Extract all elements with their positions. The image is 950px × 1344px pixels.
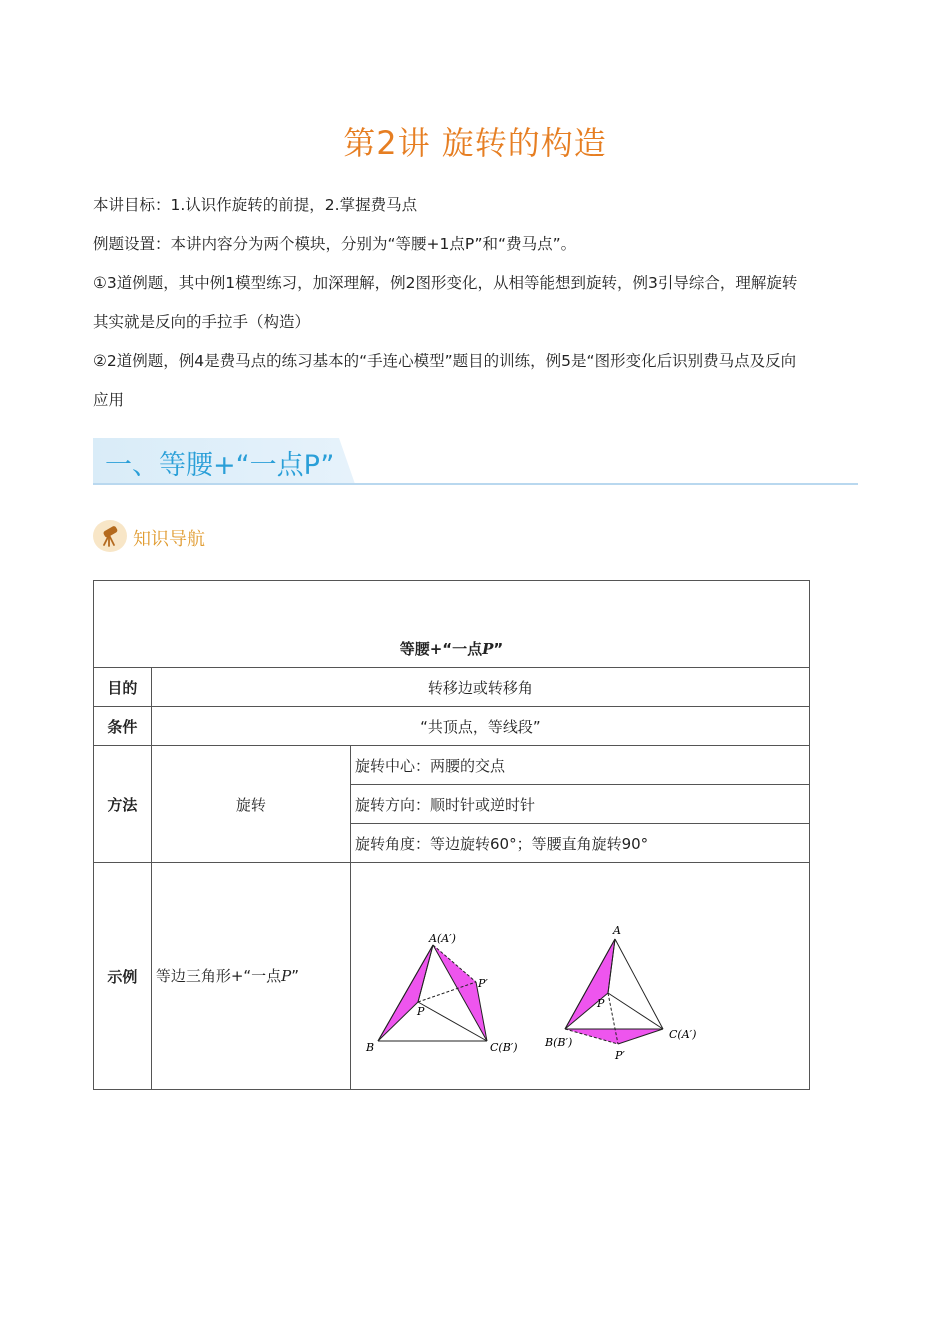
figure2-shaded-triangle-bottom [565, 1029, 663, 1044]
example-desc-p: P [281, 967, 292, 985]
table-header-p: P [482, 640, 494, 658]
method-angle: 旋转角度：等边旋转60°；等腰直角旋转90° [351, 824, 810, 863]
figure1-label-p1: P′ [478, 977, 488, 990]
table-header-end: ” [493, 640, 504, 658]
example-desc-text: 等边三角形+“一点 [155, 967, 282, 985]
table-header-text: 等腰+“一点 [399, 640, 483, 658]
method-name: 旋转 [151, 746, 350, 863]
intro-item1-line1: ①3道例题，其中例1模型练习，加深理解，例2图形变化，从相等能想到旋转，例3引导综合，理解旋转 [93, 274, 798, 292]
intro-item1-line2: 其实就是反向的手拉手（构造） [93, 313, 311, 331]
figure1-label-c: C(B′) [490, 1041, 518, 1054]
purpose-value: 转移边或转移角 [151, 668, 809, 707]
example-desc-end: ” [291, 967, 300, 985]
telescope-icon [93, 520, 127, 552]
figure2-label-c: C(A′) [669, 1028, 697, 1041]
method-direction: 旋转方向：顺时针或逆时针 [351, 785, 810, 824]
example-description [151, 863, 350, 1090]
figure2-label-p: P [597, 997, 605, 1010]
figure2-segment-pc [608, 993, 663, 1029]
intro-goal: 本讲目标：1.认识作旋转的前提，2.掌握费马点 [93, 196, 418, 214]
page-title: 第2讲 旋转的构造 [343, 124, 607, 162]
intro-setup: 例题设置：本讲内容分为两个模块，分别为“等腰+1点P”和“费马点”。 [93, 235, 577, 253]
figure1-side-ac [433, 945, 487, 1041]
section-header [93, 438, 858, 486]
figure2-label-p1: P′ [615, 1049, 625, 1062]
purpose-label: 目的 [94, 668, 152, 707]
section-title: 一、等腰+“一点P” [105, 450, 335, 481]
figure1-label-a: A(A′) [429, 932, 456, 945]
knowledge-nav-label: 知识导航 [133, 529, 205, 550]
method-center: 旋转中心：两腰的交点 [351, 746, 810, 785]
intro-item2-line1: ②2道例题，例4是费马点的练习基本的“手连心模型”题目的训练，例5是“图形变化后识别费马点及反向 [93, 352, 797, 370]
condition-value: “共顶点，等线段” [151, 707, 809, 746]
figure-2 [544, 924, 696, 1062]
figure1-side-ab [378, 945, 433, 1041]
example-label: 示例 [94, 863, 152, 1090]
method-label: 方法 [94, 746, 152, 863]
example-figures [351, 863, 810, 1090]
section-divider [93, 483, 858, 485]
figure2-label-a: A [613, 924, 621, 937]
intro-item2-line2: 应用 [93, 391, 125, 409]
figure1-label-p: P [417, 1005, 425, 1018]
rotation-figures [351, 863, 809, 1085]
figure-1 [365, 932, 518, 1054]
figure1-label-b: B [366, 1041, 375, 1054]
figure2-side-ac [615, 939, 663, 1029]
condition-label: 条件 [94, 707, 152, 746]
table-header [94, 581, 810, 668]
figure2-label-b: B(B′) [545, 1036, 573, 1049]
knowledge-table [93, 580, 810, 1090]
